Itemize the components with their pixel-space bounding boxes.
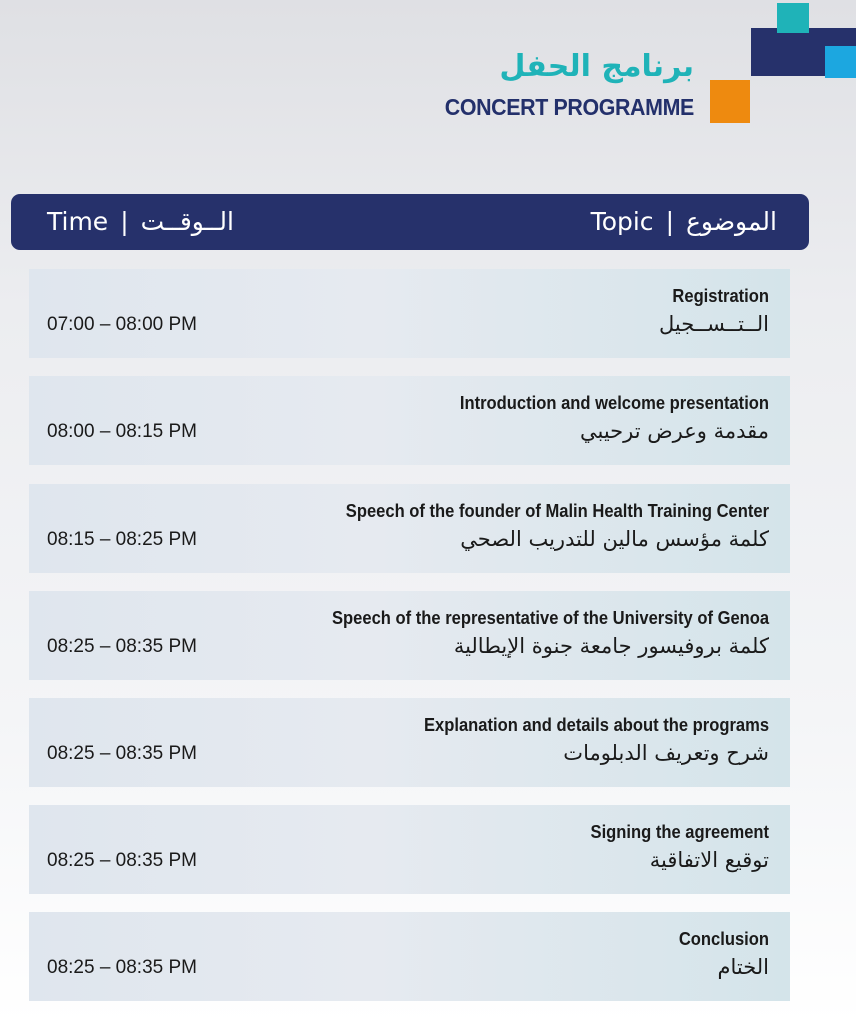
logo-block-orange [710,80,750,123]
row-topic-arabic: الــتــســجيل [658,312,769,336]
row-topic-english: Explanation and details about the programs [423,715,769,735]
row-time: 07:00 – 08:00 PM [47,314,197,335]
time-header-separator: | [120,207,129,236]
table-row [29,591,790,680]
logo-block-teal [777,3,809,33]
row-topic-english: Signing the agreement [590,822,769,842]
row-topic-english: Conclusion [678,929,769,949]
row-topic-arabic: شرح وتعريف الدبلومات [563,741,769,765]
topic-header-en: Topic [590,207,654,236]
table-row [29,376,790,465]
row-topic-arabic: كلمة بروفيسور جامعة جنوة الإيطالية [453,634,769,658]
logo-block-blue [825,46,856,78]
title-arabic: برنامج الحفل [499,49,694,84]
row-time: 08:25 – 08:35 PM [47,743,197,764]
row-topic-english: Introduction and welcome presentation [459,393,769,413]
title-english: CONCERT PROGRAMME [444,94,694,120]
topic-column-header [591,194,777,250]
row-topic-arabic: كلمة مؤسس مالين للتدريب الصحي [460,527,769,551]
table-row [29,912,790,1001]
row-time: 08:25 – 08:35 PM [47,850,197,871]
topic-header-separator: | [665,207,674,236]
time-header-ar: الــوقــت [140,207,234,236]
row-time: 08:00 – 08:15 PM [47,421,197,442]
table-row [29,484,790,573]
row-topic-english: Speech of the founder of Malin Health Training Center [345,501,769,521]
row-topic-arabic: الختام [717,955,769,979]
time-column-header [47,194,234,250]
row-time: 08:25 – 08:35 PM [47,636,197,657]
row-topic-english: Registration [672,286,769,306]
row-topic-arabic: توقيع الاتفاقية [649,848,769,872]
row-topic-english: Speech of the representative of the University of Genoa [331,608,769,628]
row-time: 08:15 – 08:25 PM [47,529,197,550]
topic-header-ar: الموضوع [686,207,777,236]
row-topic-arabic: مقدمة وعرض ترحيبي [580,419,769,443]
table-row [29,269,790,358]
row-time: 08:25 – 08:35 PM [47,957,197,978]
table-header [11,194,809,250]
table-row [29,805,790,894]
time-header-en: Time [47,207,109,236]
table-row [29,698,790,787]
